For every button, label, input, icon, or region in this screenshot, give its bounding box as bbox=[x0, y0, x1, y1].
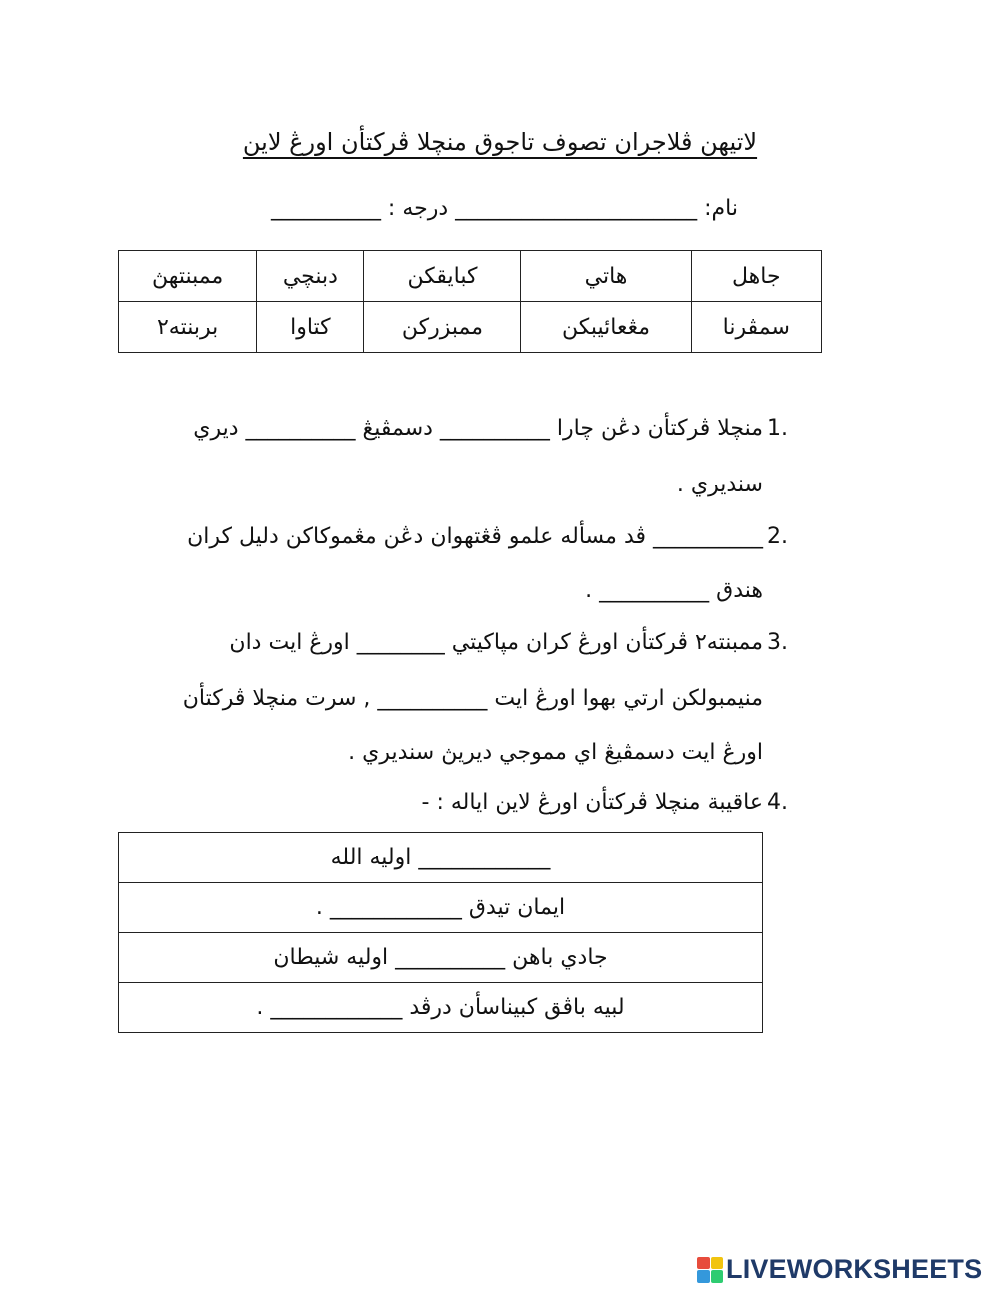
name-and-class-line: نام: ______________________ درجه : __________ bbox=[270, 196, 738, 221]
word-bank-cell: جاهل bbox=[691, 251, 821, 302]
logo-tile bbox=[697, 1257, 710, 1270]
question-2-line-1: __________ ڤد مسأله علمو ڤڠتهوان دڠن مڠموكاكن دليل كران bbox=[187, 524, 763, 549]
question-3-line-1: ممبنته٢ ڤركتأن اورڠ كران مپاكيتي ________ اورڠ ايت دان bbox=[229, 630, 763, 655]
word-bank-cell: مڠعائيبكن bbox=[521, 302, 691, 353]
word-bank-cell: كتاوا bbox=[257, 302, 364, 353]
question-2-line-2: هندق __________ . bbox=[585, 578, 763, 603]
question-4-number: 4. bbox=[767, 790, 788, 815]
answers-table bbox=[118, 832, 763, 1033]
word-bank-cell: ممبزركن bbox=[364, 302, 521, 353]
word-bank-row bbox=[119, 302, 822, 353]
word-bank-row bbox=[119, 251, 822, 302]
question-2-number: 2. bbox=[767, 524, 788, 549]
liveworksheets-logo-icon bbox=[697, 1257, 723, 1283]
answers-row bbox=[119, 833, 763, 883]
word-bank-cell: بربنته٢ bbox=[119, 302, 257, 353]
answers-row bbox=[119, 883, 763, 933]
word-bank-cell: دبنچي bbox=[257, 251, 364, 302]
worksheet-title: لاتيهن ڤلاجران تصوف تاجوق منچلا ڤركتأن اورڠ لاين bbox=[242, 128, 758, 156]
answers-row bbox=[119, 983, 763, 1033]
liveworksheets-logo bbox=[697, 1254, 982, 1285]
logo-tile bbox=[711, 1257, 724, 1270]
answer-cell: جادي باهن __________ اوليه شيطان bbox=[119, 933, 763, 983]
question-3-number: 3. bbox=[767, 630, 788, 655]
question-1-line-2: سنديري . bbox=[676, 472, 763, 497]
answers-row bbox=[119, 933, 763, 983]
liveworksheets-brand-text: LIVEWORKSHEETS bbox=[726, 1254, 983, 1284]
question-3-line-3: اورڠ ايت دسمڤيڠ اي مموجي ديريڽ سنديري . bbox=[348, 740, 763, 765]
question-1-number: 1. bbox=[767, 416, 788, 441]
word-bank-cell: ممبنتهڽ bbox=[119, 251, 257, 302]
word-bank-cell: هاتي bbox=[521, 251, 691, 302]
answer-cell: لبيه باڤق كبيناسأن درڤد ____________ . bbox=[119, 983, 763, 1033]
logo-tile bbox=[711, 1270, 724, 1283]
word-bank-cell: سمڤرنا bbox=[691, 302, 821, 353]
question-1-line-1: منچلا ڤركتأن دڠن چارا __________ دسمڤيڠ __________ ديري bbox=[193, 416, 763, 441]
logo-tile bbox=[697, 1270, 710, 1283]
word-bank-cell: كبايقكن bbox=[364, 251, 521, 302]
question-4-line-1: عاقيبة منچلا ڤركتأن اورڠ لاين اياله : - bbox=[421, 790, 763, 815]
word-bank-table bbox=[118, 250, 822, 353]
answer-cell: ____________ اوليه الله bbox=[119, 833, 763, 883]
answer-cell: ايمان تيدق ____________ . bbox=[119, 883, 763, 933]
question-3-line-2: منيمبولكن ارتي بهوا اورڠ ايت __________ , سرت منچلا ڤركتأن bbox=[182, 686, 763, 711]
